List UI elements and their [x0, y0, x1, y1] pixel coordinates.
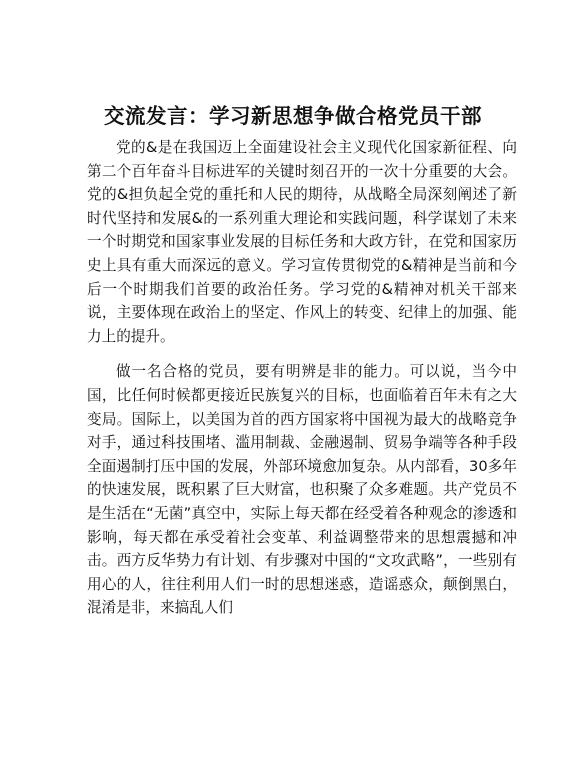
- document-body: [87, 136, 517, 620]
- paragraph-1: 党的&是在我国迈上全面建设社会主义现代化国家新征程、向第二个百年奋斗目标进军的关键时刻召开的一次十分重要的大会。党的&担负起全党的重托和人民的期待，从战略全局深刻阐述了新时代坚持和发展&的一系列重大理论和实践问题，科学谋划了未来一个时期党和国家事业发展的目标任务和大政方针，在党和国家历史上具有重大而深远的意义。学习宣传贯彻党的&精神是当前和今后一个时期我们首要的政治任务。学习党的&精神对机关干部来说，主要体现在政治上的坚定、作风上的转变、纪律上的加强、能力上的提升。: [87, 139, 517, 345]
- page-title: 交流发言：学习新思想争做合格党员干部: [104, 104, 482, 128]
- paragraph-2: 做一名合格的党员，要有明辨是非的能力。可以说，当今中国，比任何时候都更接近民族复兴的目标，也面临着百年未有之大变局。国际上，以美国为首的西方国家将中国视为最大的战略竞争对手，通过科技围堵、滥用制裁、金融遏制、贸易争端等各种手段全面遏制打压中国的发展，外部环境愈加复杂。从内部看，30多年的快速发展，既积累了巨大财富，也积聚了众多难题。共产党员不是生活在“无菌”真空中，实际上每天都在经受着各种观念的渗透和影响，每天都在承受着社会变革、利益调整带来的思想震撼和冲击。西方反华势力有计划、有步骤对中国的“文攻武略”，一些别有用心的人，往往利用人们一时的思想迷惑，造谣惑众，颠倒黑白，混淆是非，来搞乱人们: [87, 363, 517, 617]
